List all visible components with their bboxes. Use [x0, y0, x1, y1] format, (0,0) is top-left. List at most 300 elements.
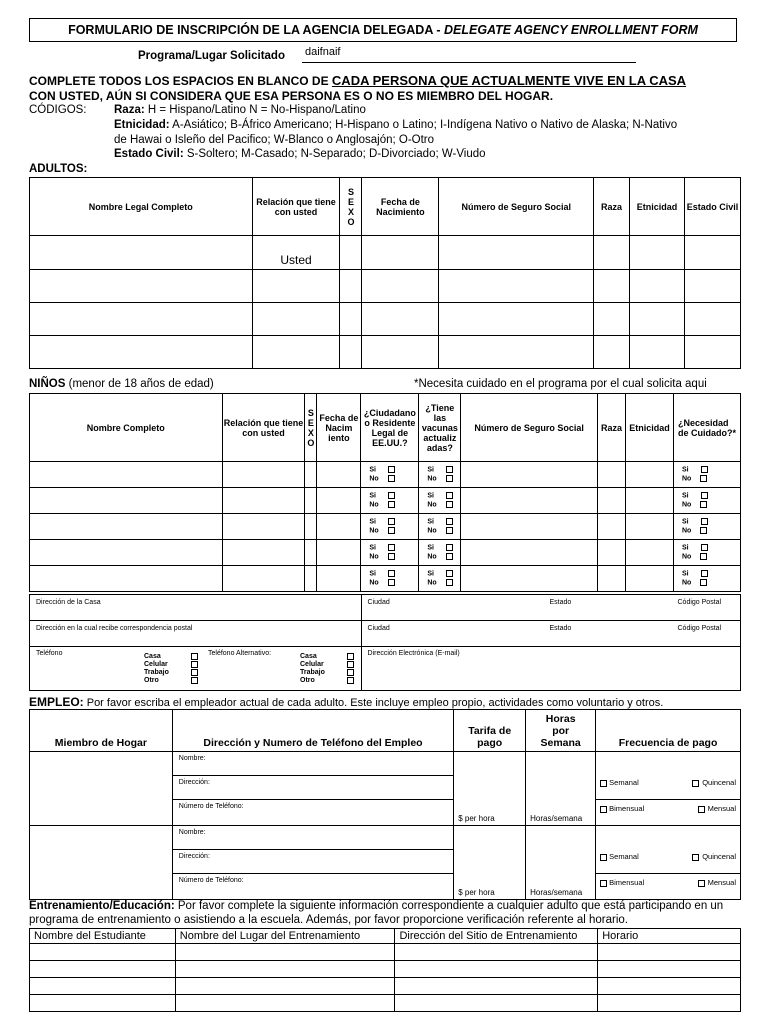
program-label: Programa/Lugar Solicitado	[138, 50, 285, 62]
child-relation-cell[interactable]	[222, 540, 305, 566]
adults-header-race: Raza	[594, 178, 630, 236]
adult-cell[interactable]	[685, 336, 741, 369]
child-sex-cell[interactable]	[305, 540, 317, 566]
yes-label: Si	[427, 544, 434, 552]
adult-cell[interactable]	[439, 303, 594, 336]
no-checkbox[interactable]	[388, 553, 395, 560]
child-relation-cell[interactable]	[222, 462, 305, 488]
emp-phone-field[interactable]	[173, 874, 453, 898]
employment-section-title	[29, 695, 663, 709]
no-checkbox[interactable]	[446, 527, 453, 534]
ethnicity-text: A-Asiático; B-Áfrico Americano; H-Hispano o Latino; I-Indígena Nativo o Nativo de Alaska; N-Nativo	[169, 119, 678, 131]
yes-checkbox[interactable]	[388, 466, 395, 473]
phone-type-option	[300, 669, 354, 677]
zip-label: Código Postal	[677, 625, 722, 632]
child-care-cell	[673, 540, 740, 566]
no-label: No	[681, 526, 692, 534]
no-label: No	[681, 474, 692, 482]
yes-label: Si	[369, 544, 376, 552]
child-citizen-cell	[361, 566, 419, 592]
yes-label: Si	[681, 466, 689, 474]
no-label: No	[369, 500, 379, 508]
frequency-label: Bimensual	[609, 878, 645, 887]
child-name-cell[interactable]	[30, 514, 223, 540]
no-label: No	[369, 526, 379, 534]
yes-label: Si	[681, 518, 689, 526]
child-ssn-cell[interactable]	[461, 462, 598, 488]
child-relation-cell[interactable]	[222, 514, 305, 540]
adult-ethnicity-cell[interactable]	[630, 236, 685, 270]
child-race-cell[interactable]	[598, 488, 626, 514]
phone-type-checkbox[interactable]	[191, 669, 198, 676]
yes-checkbox[interactable]	[701, 570, 708, 577]
yes-checkbox[interactable]	[701, 466, 708, 473]
phone-field[interactable]	[30, 647, 362, 691]
child-citizen-cell	[361, 540, 419, 566]
phone-label: Teléfono	[36, 650, 63, 657]
adult-cell[interactable]	[340, 336, 362, 369]
state-label: Estado	[549, 599, 572, 606]
child-care-cell	[673, 566, 740, 592]
training-header-place: Nombre del Lugar del Entrenamiento	[175, 929, 395, 944]
employment-table	[29, 709, 741, 900]
children-section-title	[29, 378, 214, 390]
child-dob-cell[interactable]	[317, 514, 361, 540]
child-ssn-cell[interactable]	[461, 566, 598, 592]
title-english: DELEGATE AGENCY ENROLLMENT FORM	[444, 23, 698, 37]
child-dob-cell[interactable]	[317, 488, 361, 514]
child-ethnicity-cell[interactable]	[626, 514, 674, 540]
adult-civil-cell[interactable]	[685, 236, 741, 270]
emp-address-label: Dirección:	[178, 853, 210, 860]
children-note: *Necesita cuidado en el programa por el cual solicita aqui	[414, 378, 707, 390]
instructions-line1	[29, 73, 686, 88]
training-cell[interactable]	[395, 961, 598, 978]
training-cell[interactable]	[175, 944, 395, 961]
race-label: Raza:	[114, 104, 145, 116]
phone-type-option	[300, 661, 354, 669]
phone-type-checkbox[interactable]	[347, 653, 354, 660]
frequency-checkbox[interactable]	[600, 806, 607, 813]
adults-header-civil: Estado Civil	[685, 178, 741, 236]
adult-dob-cell[interactable]	[362, 236, 439, 270]
no-checkbox[interactable]	[700, 553, 707, 560]
no-checkbox[interactable]	[700, 475, 707, 482]
phone-type-option	[300, 677, 354, 685]
children-table	[29, 393, 741, 592]
frequency-label: Semanal	[609, 852, 639, 861]
no-label: No	[369, 578, 379, 586]
emp-name-label: Nombre:	[178, 829, 206, 836]
mail-address-label: Dirección en la cual recibe correspondencia postal	[36, 625, 193, 632]
training-cell[interactable]	[598, 961, 741, 978]
training-cell[interactable]	[598, 995, 741, 1012]
table-row	[30, 752, 741, 826]
frequency-options	[596, 804, 740, 813]
child-dob-cell[interactable]	[317, 462, 361, 488]
child-name-cell[interactable]	[30, 488, 223, 514]
emp-rate-cell[interactable]	[454, 826, 526, 900]
emp-frequency-cell	[596, 752, 741, 826]
yes-checkbox[interactable]	[446, 544, 453, 551]
yes-checkbox[interactable]	[446, 570, 453, 577]
child-race-cell[interactable]	[598, 566, 626, 592]
no-label: No	[369, 474, 379, 482]
no-checkbox[interactable]	[446, 501, 453, 508]
civil-text: S-Soltero; M-Casado; N-Separado; D-Divorciado; W-Viudo	[183, 148, 486, 160]
children-header-relation: Relación que tiene con usted	[222, 394, 305, 462]
yes-label: Si	[369, 570, 376, 578]
child-ethnicity-cell[interactable]	[626, 462, 674, 488]
adult-relation-cell[interactable]: Usted	[252, 236, 340, 270]
phone-type-label: Trabajo	[144, 669, 169, 676]
emp-member-cell[interactable]	[30, 752, 173, 826]
table-row	[30, 514, 741, 540]
frequency-options	[596, 778, 740, 787]
table-row	[30, 488, 741, 514]
frequency-checkbox[interactable]	[698, 806, 705, 813]
yes-checkbox[interactable]	[446, 466, 453, 473]
emp-phone-field[interactable]	[173, 800, 453, 824]
emp-hours-cell[interactable]	[526, 826, 596, 900]
yes-label: Si	[369, 492, 376, 500]
table-row	[30, 995, 741, 1012]
yes-label: Si	[427, 570, 434, 578]
ethnicity-codes	[114, 119, 677, 131]
home-address-label: Dirección de la Casa	[36, 599, 101, 606]
emp-address-cell	[172, 752, 453, 826]
adult-cell[interactable]	[30, 270, 253, 303]
children-header-sex: S E X O	[305, 394, 317, 462]
child-vaccine-cell	[419, 488, 461, 514]
yes-label: Si	[681, 544, 689, 552]
child-ethnicity-cell[interactable]	[626, 540, 674, 566]
child-sex-cell[interactable]	[305, 488, 317, 514]
child-race-cell[interactable]	[598, 540, 626, 566]
yes-checkbox[interactable]	[388, 518, 395, 525]
phone-type-option	[300, 653, 354, 661]
training-cell[interactable]	[30, 961, 176, 978]
frequency-label: Semanal	[609, 778, 639, 787]
emp-phone-label: Número de Teléfono:	[178, 877, 244, 884]
frequency-checkbox[interactable]	[692, 854, 699, 861]
training-title: Entrenamiento/Educación:	[29, 900, 175, 912]
training-cell[interactable]	[395, 995, 598, 1012]
adult-cell[interactable]	[340, 270, 362, 303]
phone-type-option	[144, 653, 198, 661]
child-dob-cell[interactable]	[317, 566, 361, 592]
child-name-cell[interactable]	[30, 462, 223, 488]
adults-header-sex: S E X O	[340, 178, 362, 236]
emp-name-field[interactable]	[173, 752, 453, 776]
child-sex-cell[interactable]	[305, 566, 317, 592]
adults-header-name: Nombre Legal Completo	[30, 178, 253, 236]
adult-cell[interactable]	[630, 303, 685, 336]
child-sex-cell[interactable]	[305, 462, 317, 488]
child-ssn-cell[interactable]	[461, 488, 598, 514]
frequency-checkbox[interactable]	[600, 880, 607, 887]
emp-address-field[interactable]	[173, 850, 453, 874]
adult-race-cell[interactable]	[594, 236, 630, 270]
training-cell[interactable]	[30, 978, 176, 995]
no-label: No	[681, 552, 692, 560]
child-ethnicity-cell[interactable]	[626, 488, 674, 514]
adult-cell[interactable]	[630, 270, 685, 303]
emp-frequency-cell	[596, 826, 741, 900]
yes-label: Si	[681, 570, 689, 578]
child-ssn-cell[interactable]	[461, 514, 598, 540]
adults-header-ethnicity: Etnicidad	[630, 178, 685, 236]
child-vaccine-cell	[419, 462, 461, 488]
adult-cell[interactable]	[30, 336, 253, 369]
yes-label: Si	[427, 492, 434, 500]
phone-type-option	[144, 677, 198, 685]
training-cell[interactable]	[175, 978, 395, 995]
yes-label: Si	[681, 492, 689, 500]
children-header-citizen: ¿Ciudadano o Residente Legal de EE.UU.?	[361, 394, 419, 462]
phone-type-label: Celular	[300, 661, 324, 668]
phone-type-checkbox[interactable]	[191, 661, 198, 668]
training-desc-2: programa de entrenamiento o asistiendo a la escuela. Además, por favor proporcione verificación referente al horario.	[29, 914, 628, 926]
child-citizen-cell	[361, 514, 419, 540]
program-underline	[302, 62, 636, 63]
no-checkbox[interactable]	[388, 527, 395, 534]
no-label: No	[427, 526, 437, 534]
adult-cell[interactable]	[685, 303, 741, 336]
children-header-ethnicity: Etnicidad	[626, 394, 674, 462]
no-label: No	[427, 474, 437, 482]
adult-cell[interactable]	[362, 270, 439, 303]
child-ssn-cell[interactable]	[461, 540, 598, 566]
phone-type-label: Celular	[144, 661, 168, 668]
adults-header-relation: Relación que tiene con usted	[252, 178, 340, 236]
training-cell[interactable]	[598, 944, 741, 961]
no-checkbox[interactable]	[700, 579, 707, 586]
no-label: No	[427, 500, 437, 508]
phone-type-checkbox[interactable]	[347, 661, 354, 668]
children-header-care: ¿Necesidad de Cuidado?*	[673, 394, 740, 462]
instr-a: COMPLETE TODOS LOS ESPACIOS EN BLANCO DE	[29, 74, 332, 88]
no-checkbox[interactable]	[446, 553, 453, 560]
frequency-option	[600, 852, 639, 861]
children-header-vaccines: ¿Tiene las vacunas actualiz adas?	[419, 394, 461, 462]
phone-type-label: Otro	[300, 677, 315, 684]
no-label: No	[427, 552, 437, 560]
frequency-options	[596, 852, 740, 861]
no-label: No	[681, 500, 692, 508]
adults-section-title: ADULTOS:	[29, 163, 88, 175]
table-row	[30, 462, 741, 488]
training-cell[interactable]	[395, 978, 598, 995]
frequency-option	[692, 852, 736, 861]
title-main: FORMULARIO DE INSCRIPCIÓN DE LA AGENCIA DELEGADA -	[68, 23, 444, 37]
frequency-label: Mensual	[707, 804, 736, 813]
home-address-field[interactable]	[30, 595, 362, 621]
adult-cell[interactable]	[252, 336, 340, 369]
child-sex-cell[interactable]	[305, 514, 317, 540]
yes-checkbox[interactable]	[701, 492, 708, 499]
state-label: Estado	[549, 625, 572, 632]
adult-cell[interactable]	[439, 336, 594, 369]
per-hour-label: $ per hora	[458, 888, 495, 897]
frequency-label: Quincenal	[702, 778, 736, 787]
emp-rate-cell[interactable]	[454, 752, 526, 826]
adult-cell[interactable]	[362, 336, 439, 369]
mail-address-field[interactable]	[30, 621, 362, 647]
ethnicity-codes-2: de Hawai o Isleño del Pacifico; W-Blanco o Anglosajón; O-Otro	[114, 134, 435, 146]
adult-cell[interactable]	[362, 303, 439, 336]
emp-hours-cell[interactable]	[526, 752, 596, 826]
city-label: Ciudad	[367, 625, 390, 632]
adult-cell[interactable]	[594, 303, 630, 336]
per-week-label: Horas/semana	[530, 888, 583, 897]
phone-type-option	[144, 661, 198, 669]
yes-checkbox[interactable]	[388, 570, 395, 577]
child-vaccine-cell	[419, 514, 461, 540]
child-vaccine-cell	[419, 540, 461, 566]
adult-cell[interactable]	[630, 336, 685, 369]
training-header-student: Nombre del Estudiante	[30, 929, 176, 944]
no-label: No	[681, 578, 692, 586]
adult-cell[interactable]	[685, 270, 741, 303]
adult-cell[interactable]	[252, 270, 340, 303]
no-checkbox[interactable]	[388, 475, 395, 482]
adult-cell[interactable]	[594, 336, 630, 369]
adult-sex-cell[interactable]	[340, 236, 362, 270]
training-desc: Por favor complete la siguiente información correspondiente a cualquier adulto que está participando en un	[174, 900, 724, 912]
frequency-checkbox[interactable]	[698, 880, 705, 887]
emp-address-cell	[172, 826, 453, 900]
emp-member-cell[interactable]	[30, 826, 173, 900]
training-cell[interactable]	[175, 961, 395, 978]
frequency-option	[600, 778, 639, 787]
child-race-cell[interactable]	[598, 462, 626, 488]
emp-address-label: Dirección:	[178, 779, 210, 786]
table-row	[30, 336, 741, 369]
emp-header-address: Dirección y Numero de Teléfono del Empleo	[172, 710, 453, 752]
child-dob-cell[interactable]	[317, 540, 361, 566]
adult-cell[interactable]	[252, 303, 340, 336]
child-name-cell[interactable]	[30, 566, 223, 592]
phone-type-checkbox[interactable]	[347, 669, 354, 676]
email-field[interactable]	[361, 647, 740, 691]
emp-name-label: Nombre:	[178, 755, 206, 762]
ethnicity-label: Etnicidad:	[114, 119, 170, 131]
yes-checkbox[interactable]	[701, 544, 708, 551]
training-header-address: Dirección del Sitio de Entrenamiento	[395, 929, 598, 944]
table-row	[30, 236, 741, 270]
no-checkbox[interactable]	[446, 475, 453, 482]
adults-table	[29, 177, 741, 369]
no-label: No	[369, 552, 379, 560]
child-relation-cell[interactable]	[222, 566, 305, 592]
table-row	[30, 826, 741, 900]
yes-checkbox[interactable]	[446, 492, 453, 499]
phone-type-option	[144, 669, 198, 677]
yes-checkbox[interactable]	[446, 518, 453, 525]
child-name-cell[interactable]	[30, 540, 223, 566]
children-title: NIÑOS	[29, 378, 66, 390]
frequency-checkbox[interactable]	[692, 780, 699, 787]
phone-type-label: Trabajo	[300, 669, 325, 676]
program-value[interactable]: daifnaif	[305, 46, 341, 58]
employment-title: EMPLEO:	[29, 695, 84, 709]
yes-checkbox[interactable]	[388, 492, 395, 499]
phone-type-checkbox[interactable]	[191, 677, 198, 684]
frequency-checkbox[interactable]	[600, 780, 607, 787]
civil-codes	[114, 148, 486, 160]
adult-name-cell[interactable]	[30, 236, 253, 270]
employment-desc: Por favor escriba el empleador actual de cada adulto. Este incluye empleo propio, actividades como voluntario y otros.	[83, 697, 664, 709]
phone-type-label: Casa	[300, 653, 317, 660]
civil-label: Estado Civil:	[114, 148, 184, 160]
child-care-cell	[673, 514, 740, 540]
no-checkbox[interactable]	[700, 527, 707, 534]
frequency-option	[698, 804, 736, 813]
yes-label: Si	[427, 466, 434, 474]
frequency-label: Mensual	[707, 878, 736, 887]
frequency-label: Quincenal	[702, 852, 736, 861]
yes-checkbox[interactable]	[388, 544, 395, 551]
adult-cell[interactable]	[30, 303, 253, 336]
contact-table	[29, 594, 741, 691]
no-checkbox[interactable]	[388, 579, 395, 586]
adults-header-dob: Fecha de Nacimiento	[362, 178, 439, 236]
training-cell[interactable]	[598, 978, 741, 995]
training-cell[interactable]	[30, 944, 176, 961]
table-row	[30, 303, 741, 336]
adult-cell[interactable]	[439, 270, 594, 303]
frequency-option	[692, 778, 736, 787]
training-section-title	[29, 900, 723, 912]
training-cell[interactable]	[30, 995, 176, 1012]
per-week-label: Horas/semana	[530, 814, 583, 823]
training-cell[interactable]	[395, 944, 598, 961]
child-care-cell	[673, 488, 740, 514]
mail-city-field[interactable]	[361, 621, 740, 647]
phone-type-checkbox[interactable]	[191, 653, 198, 660]
child-relation-cell[interactable]	[222, 488, 305, 514]
training-header-schedule: Horario	[598, 929, 741, 944]
email-label: Dirección Electrónica (E-mail)	[367, 650, 460, 657]
child-ethnicity-cell[interactable]	[626, 566, 674, 592]
child-race-cell[interactable]	[598, 514, 626, 540]
yes-checkbox[interactable]	[701, 518, 708, 525]
phone-type-label: Otro	[144, 677, 159, 684]
frequency-checkbox[interactable]	[600, 854, 607, 861]
codes-label: CÓDIGOS:	[29, 104, 87, 116]
training-cell[interactable]	[175, 995, 395, 1012]
adult-cell[interactable]	[594, 270, 630, 303]
adult-cell[interactable]	[340, 303, 362, 336]
frequency-options	[596, 878, 740, 887]
no-checkbox[interactable]	[388, 501, 395, 508]
no-checkbox[interactable]	[700, 501, 707, 508]
frequency-label: Bimensual	[609, 804, 645, 813]
emp-address-field[interactable]	[173, 776, 453, 800]
yes-label: Si	[369, 518, 376, 526]
adult-ssn-cell[interactable]	[439, 236, 594, 270]
emp-name-field[interactable]	[173, 826, 453, 850]
emp-header-hours: Horas por Semana	[526, 710, 596, 752]
phone-type-checkbox[interactable]	[347, 677, 354, 684]
no-checkbox[interactable]	[446, 579, 453, 586]
home-city-field[interactable]	[361, 595, 740, 621]
emp-header-frequency: Frecuencia de pago	[596, 710, 741, 752]
city-label: Ciudad	[367, 599, 390, 606]
table-row	[30, 270, 741, 303]
children-header-name: Nombre Completo	[30, 394, 223, 462]
